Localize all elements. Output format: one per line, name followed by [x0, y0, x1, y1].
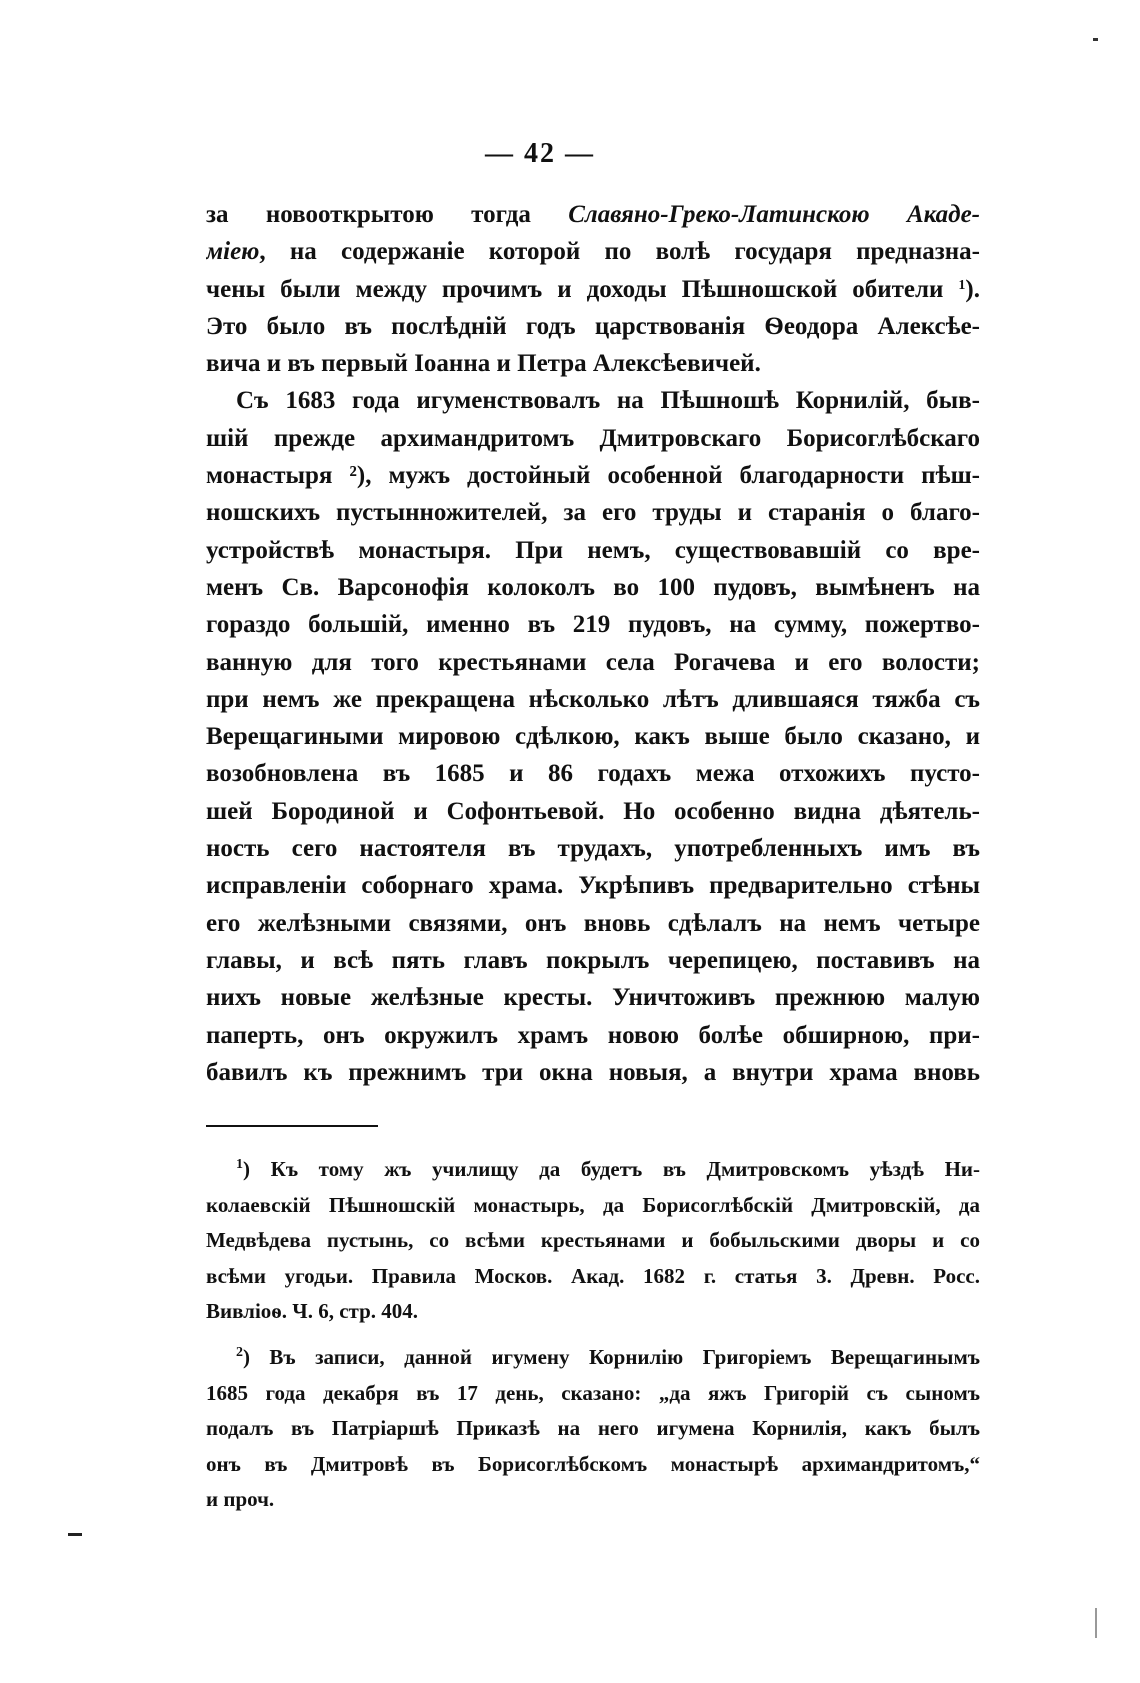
- text-line: монастыря ²), мужъ достойный особенной благодарности пѣш-: [206, 462, 980, 490]
- text-line: устройствѣ монастыря. При немъ, существовавшій со вре-: [206, 536, 980, 564]
- text-line: гораздо большій, именно въ 219 пудовъ, на сумму, пожертво-: [206, 611, 980, 639]
- text-line: паперть, онъ окружилъ храмъ новою болѣе обширною, при-: [206, 1021, 980, 1049]
- footnote-1-line: колаевскій Пѣшношскій монастырь, да Борисоглѣбскій Дмитровскій, да: [206, 1192, 980, 1217]
- text-line: Съ 1683 года игуменствовалъ на Пѣшношѣ Корнилій, быв-: [236, 387, 980, 415]
- text-line: менъ Св. Варсонофія колоколъ во 100 пудовъ, вымѣненъ на: [206, 573, 980, 601]
- footnote-2-line: 1685 года декабря въ 17 день, сказано: „да яжъ Григорій съ сыномъ: [206, 1380, 980, 1405]
- text-line: главы, и всѣ пять главъ покрылъ черепицею, поставивъ на: [206, 946, 980, 974]
- footnotes: [206, 1152, 980, 1518]
- footnote-1-line: $^1$) Къ тому жъ училищу да будетъ въ Дмитровскомъ уѣздѣ Ни-: [236, 1157, 980, 1181]
- text-line: при немъ же прекращена нѣсколько лѣтъ длившаяся тяжба съ: [206, 685, 980, 713]
- main-text: [206, 196, 980, 1091]
- text-line: исправленіи соборнаго храма. Укрѣпивъ предварительно стѣны: [206, 872, 980, 900]
- footnote-2-line: подалъ въ Патріаршѣ Приказѣ на него игумена Корнилія, какъ былъ: [206, 1416, 980, 1441]
- scan-mark: [1093, 38, 1098, 41]
- scan-mark: [68, 1533, 82, 1536]
- footnote-marker: 1: [236, 1157, 243, 1172]
- footnote-2-line: и проч.: [206, 1487, 275, 1512]
- text-line: возобновлена въ 1685 и 86 годахъ межа отхожихъ пусто-: [206, 760, 980, 788]
- text-line: его желѣзными связями, онъ вновь сдѣлалъ на немъ четыре: [206, 909, 980, 937]
- footnote-1-line: всѣми угодьи. Правила Москов. Акад. 1682 г. статья 3. Древн. Росс.: [206, 1263, 980, 1288]
- footnote-ref: 1: [958, 277, 966, 293]
- footnote-separator: [206, 1125, 378, 1127]
- text-line: міею, на содержаніе которой по волѣ государя предназна-: [206, 238, 980, 266]
- text-line: шей Бородиной и Софонтьевой. Но особенно видна дѣятель-: [206, 797, 980, 825]
- text-line: шій прежде архимандритомъ Дмитровскаго Борисоглѣбскаго: [206, 424, 980, 452]
- text-line: бавилъ къ прежнимъ три окна новыя, а внутри храма вновь: [206, 1058, 980, 1086]
- text-line: Верещагиными мировою сдѣлкою, какъ выше было сказано, и: [206, 723, 980, 751]
- footnote-marker: 2: [236, 1344, 243, 1360]
- text-line: ванную для того крестьянами села Рогачева и его волости;: [206, 648, 980, 676]
- footnote-2-line: онъ въ Дмитровѣ въ Борисоглѣбскомъ монастырѣ архимандритомъ,“: [206, 1451, 980, 1476]
- footnote-1-line: Вивліоѳ. Ч. 6, стр. 404.: [206, 1299, 419, 1324]
- scan-mark: [1095, 1608, 1097, 1638]
- footnote-1-line: Медвѣдева пустынь, со всѣми крестьянами и бобыльскими дворы и со: [206, 1228, 980, 1253]
- page-number: — 42 —: [485, 138, 595, 169]
- text-line: ношскихъ пустынножителей, за его труды и старанія о благо-: [206, 499, 980, 527]
- text-line: ность сего настоятеля въ трудахъ, употребленныхъ имъ въ: [206, 835, 980, 863]
- footnote-2-line: $^2$) Въ записи, данной игумену Корнилію Григоріемъ Верещагинымъ: [236, 1344, 980, 1369]
- text-line: нихъ новые желѣзные кресты. Уничтоживъ прежнюю малую: [206, 984, 980, 1012]
- text-line: чены были между прочимъ и доходы Пѣшношской обители $^1$).: [206, 275, 980, 303]
- text-line: Это было въ послѣдній годъ царствованія Ѳеодора Алексѣе-: [206, 312, 980, 340]
- text-line: вича и въ первый Іоанна и Петра Алексѣевичей.: [206, 350, 761, 378]
- text-line: за новооткрытою тогда Славяно-Греко-Латинскою Акаде-: [206, 201, 980, 228]
